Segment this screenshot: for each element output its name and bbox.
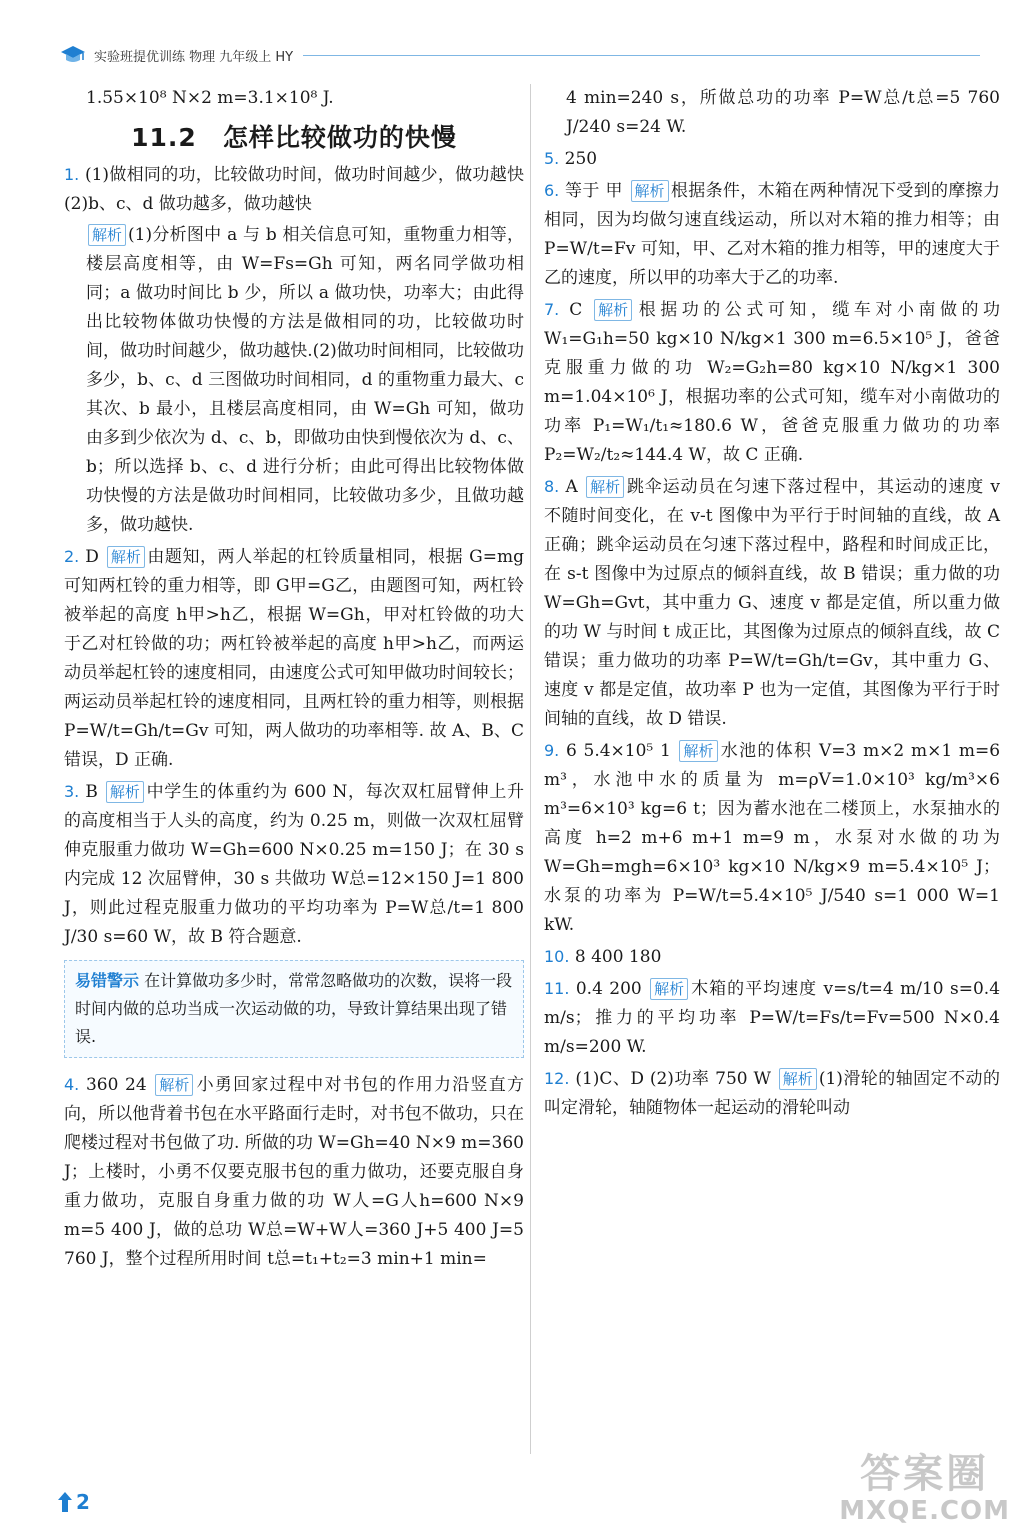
answer-text: (1)C、D (2)功率 750 W — [575, 1069, 771, 1089]
answer-text: D — [85, 547, 99, 567]
right-column — [544, 84, 1000, 1125]
analysis-text: 由题知，两人举起的杠铃质量相同，根据 G=mg 可知两杠铃的重力相等，即 G甲=G乙，由题图可知，两杠铃被举起的高度 h甲>h乙，根据 W=Gh，甲对杠铃做的功大于乙对杠铃做的功；两杠铃被举起的高度 h甲>h乙，而两运动员举起杠铃的速度相同，由速度公式可知甲做功时间较长；两运动员举起杠铃的速度相同，且两杠铃的重力相等，则根据 P=W/t=Gh/t=Gv 可知，两人做功的功率相等. 故 A、B、C 错误，D 正确. — [64, 547, 524, 770]
analysis-tag: 解析 — [586, 476, 624, 498]
answer-text: 8 400 180 — [574, 947, 662, 967]
analysis-text: 根据条件，木箱在两种情况下受到的摩擦力相同，因为均做匀速直线运动，所以对木箱的推力相等；由 P=W/t=Fv 可知，甲、乙对木箱的推力相等，甲的速度大于乙的速度，所以甲的功率大于乙的功率. — [544, 181, 1001, 288]
section-title: 怎样比较做功的快慢 — [222, 123, 457, 152]
analysis-text: 中学生的体重约为 600 N，每次双杠屈臂伸上升的高度相当于人头的高度，约为 0.25 m，则做一次双杠屈臂伸克服重力做功 W=Gh=600 N×0.25 m=150 J；在 30 s 内完成 12 次屈臂伸，30 s 共做功 W总=12×150 J=1 800 J，则此过程克服重力做功的平均功率为 P=W总/t=1 800 J/30 s=60 W，故 B 符合题意. — [64, 782, 525, 947]
question-number: 8. — [544, 477, 560, 496]
question-5 — [544, 144, 1000, 174]
question-4 — [64, 1070, 524, 1274]
analysis-tag: 解析 — [650, 978, 688, 1000]
analysis-text: 跳伞运动员在匀速下落过程中，其运动的速度 v 不随时间变化，在 v-t 图像中为平行于时间轴的直线，故 A 正确；跳伞运动员在匀速下落过程中，路程和时间成正比，在 s-t 图像中为过原点的倾斜直线，故 B 错误；重力做的功 W=Gh=Gvt，其中重力 G、速度 v 都是定值，所以重力做的功 W 与时间 t 成正比，其图像为过原点的倾斜直线，故 C 错误；重力做功的功率 P=W/t=Gh/t=Gv，其中重力 G、速度 v 都是定值，故功率 P 也为一定值，其图像为平行于时间轴的直线，故 D 错误. — [544, 477, 1000, 729]
page-marker-icon — [58, 1492, 72, 1512]
question-8 — [544, 472, 1000, 734]
site-watermark — [839, 1452, 1010, 1526]
analysis-text: (1)分析图中 a 与 b 相关信息可知，重物重力相等，楼层高度相等，由 W=Fs=Gh 可知，两名同学做功相同；a 做功时间比 b 少，所以 a 做功快，功率大；由此得出比较物体做功快慢的方法是做相同的功，比较做功时间，做功时间越少，做功越快.(2)做功时间相同，比较做功多少，b、c、d 三图做功时间相同，d 的重物重力最大、c 其次、b 最小，且楼层高度相同，由 W=Gh 可知，做功由多到少依次为 d、c、b，即做功由快到慢依次为 d、c、b；所以选择 b、c、d 进行分析；由此可得出比较物体做功快慢的方法是做功时间相同，比较做功多少，且做功越多，做功越快. — [86, 225, 524, 535]
answer-text: 0.4 200 — [575, 979, 642, 999]
header-rule — [303, 55, 980, 56]
answer-text: 250 — [564, 149, 598, 169]
answer-text: C — [569, 300, 583, 320]
analysis-tag: 解析 — [155, 1074, 193, 1096]
question-number: 6. — [544, 181, 560, 200]
section-number: 11.2 — [131, 123, 197, 152]
watermark-line-2: MXQE.COM — [839, 1496, 1010, 1526]
question-9 — [544, 736, 1000, 940]
question-4-continued: 4 min=240 s，所做总功的功率 P=W总/t总=5 760 J/240 s=24 W. — [566, 88, 1000, 137]
question-7 — [544, 295, 1000, 470]
section-heading — [64, 123, 524, 152]
graduation-cap-icon — [60, 44, 86, 66]
analysis-tag: 解析 — [679, 740, 717, 762]
warning-label: 易错警示 — [75, 971, 140, 990]
analysis-tag: 解析 — [107, 546, 145, 568]
question-number: 10. — [544, 947, 570, 966]
answer-text: B — [85, 782, 98, 802]
question-1 — [64, 160, 524, 219]
analysis-tag: 解析 — [594, 299, 632, 321]
question-10 — [544, 942, 1000, 972]
answer-text: (1)做相同的功，比较做功时间，做功时间越少，做功越快 (2)b、c、d 做功越多，做功越快 — [64, 165, 524, 214]
analysis-tag: 解析 — [631, 180, 669, 202]
analysis-tag: 解析 — [106, 781, 144, 803]
header-title: 实验班提优训练 物理 九年级上 HY — [94, 49, 294, 65]
question-number: 7. — [544, 300, 560, 319]
analysis-text: 水池的体积 V=3 m×2 m×1 m=6 m³，水池中水的质量为 m=ρV=1.0×10³ kg/m³×6 m³=6×10³ kg=6 t；因为蓄水池在二楼顶上，水泵抽水的高度 h=2 m+6 m+1 m=9 m，水泵对水做的功为 W=Gh=mgh=6×10³ kg×10 N/kg×9 m=5.4×10⁵ J；水泵的功率为 P=W/t=5.4×10⁵ J/540 s=1 000 W=1 kW. — [544, 741, 1001, 935]
answer-text: 6 5.4×10⁵ 1 — [565, 741, 671, 761]
error-warning-box — [64, 960, 524, 1058]
question-12 — [544, 1064, 1000, 1123]
question-number: 1. — [64, 165, 80, 184]
question-number: 12. — [544, 1069, 570, 1088]
warning-text: 在计算做功多少时，常常忽略做功的次数，误将一段时间内做的总功当成一次运动做的功，导致计算结果出现了错误. — [75, 971, 513, 1046]
analysis-1 — [64, 221, 524, 540]
previous-answer-line: 1.55×10⁸ N×2 m=3.1×10⁸ J. — [86, 88, 334, 108]
question-number: 2. — [64, 547, 80, 566]
page-number-text: 2 — [76, 1490, 90, 1514]
question-6 — [544, 176, 1000, 293]
analysis-text: 根据功的公式可知，缆车对小南做的功 W₁=G₁h=50 kg×10 N/kg×1 300 m=6.5×10⁵ J，爸爸克服重力做的功 W₂=G₂h=80 kg×10 N/kg×1 300 m=1.04×10⁶ J，根据功率的公式可知，缆车对小南做功的功率 P₁=W₁/t₁≈180.6 W，爸爸克服重力做功的功率 P₂=W₂/t₂≈144.4 W，故 C 正确. — [544, 300, 1001, 465]
left-column — [64, 84, 524, 1276]
question-number: 3. — [64, 782, 80, 801]
column-divider — [530, 84, 531, 1454]
analysis-text: 木箱的平均速度 v=s/t=4 m/10 s=0.4 m/s；推力的平均功率 P=W/t=Fs/t=Fv=500 N×0.4 m/s=200 W. — [544, 979, 1001, 1057]
watermark-line-1: 答案圈 — [860, 1451, 990, 1497]
question-number: 11. — [544, 979, 570, 998]
analysis-text: (1)滑轮的轴固定不动的叫定滑轮，轴随物体一起运动的滑轮叫动 — [544, 1069, 1001, 1118]
analysis-tag: 解析 — [779, 1068, 817, 1090]
page-number — [58, 1490, 90, 1514]
question-3 — [64, 777, 524, 952]
analysis-text: 小勇回家过程中对书包的作用力沿竖直方向，所以他背着书包在水平路面行走时，对书包不做功，只在爬楼过程对书包做了功. 所做的功 W=Gh=40 N×9 m=360 J；上楼时，小勇不仅要克服书包的重力做功，还要克服自身重力做功，克服自身重力做的功 W人=G人h=600 N×9 m=5 400 J，做的总功 W总=W+W人=360 J+5 400 J=5 760 J，整个过程所用时间 t总=t₁+t₂=3 min+1 min= — [64, 1075, 525, 1269]
question-11 — [544, 974, 1000, 1062]
analysis-tag: 解析 — [88, 224, 126, 246]
answer-text: 等于 甲 — [565, 181, 623, 201]
question-number: 5. — [544, 149, 560, 168]
question-number: 4. — [64, 1075, 80, 1094]
question-2 — [64, 542, 524, 775]
question-number: 9. — [544, 741, 560, 760]
answer-text: 360 24 — [85, 1075, 147, 1095]
answer-text: A — [565, 477, 578, 497]
page-header — [60, 40, 980, 70]
